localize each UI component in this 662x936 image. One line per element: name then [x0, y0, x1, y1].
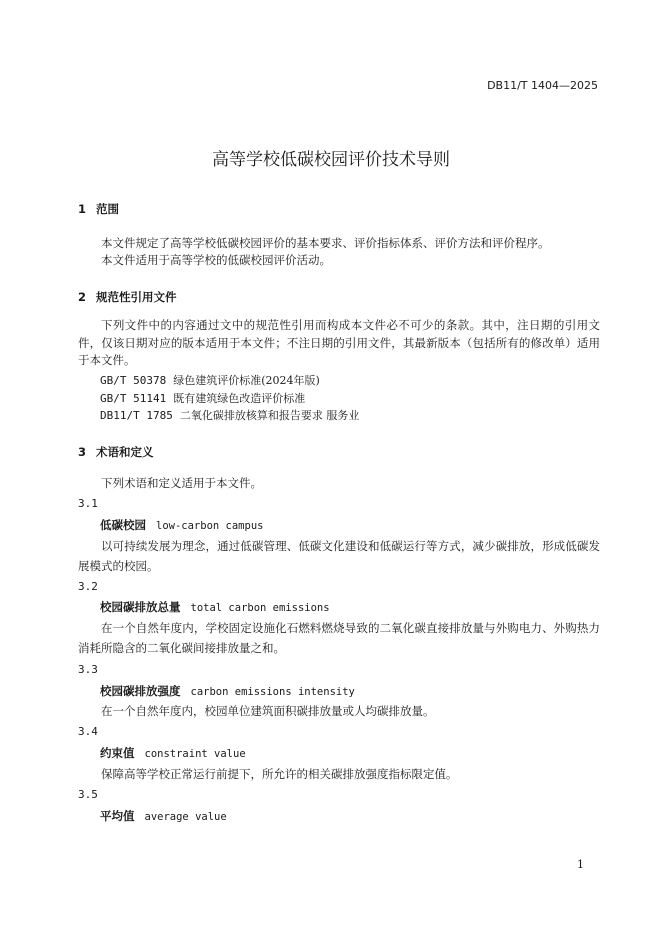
section-number: 3 — [78, 445, 87, 459]
term-chinese: 约束值 — [100, 746, 135, 760]
section-title: 规范性引用文件 — [96, 290, 177, 304]
section-3-heading — [78, 444, 154, 460]
term-chinese: 校园碳排放强度 — [100, 684, 181, 698]
term-definition: 以可持续发展为理念，通过低碳管理、低碳文化建设和低碳运行等方式，减少碳排放，形成低碳发展模式的校园。 — [78, 539, 600, 573]
reference-name: 二氧化碳排放核算和报告要求 服务业 — [179, 409, 360, 422]
term-english: low-carbon campus — [156, 520, 264, 532]
section-title: 范围 — [96, 202, 119, 216]
reference-name: 绿色建筑评价标准(2024年版) — [173, 374, 320, 387]
reference-item — [100, 390, 305, 406]
term-heading — [100, 808, 227, 824]
reference-code: GB/T 51141 — [100, 392, 167, 405]
reference-item — [100, 372, 320, 388]
document-title: 高等学校低碳校园评价技术导则 — [212, 150, 450, 170]
section-3-paragraph: 下列术语和定义适用于本文件。 — [101, 476, 262, 490]
term-heading — [100, 683, 355, 699]
section-number: 2 — [78, 290, 87, 304]
section-1-paragraph-1: 本文件规定了高等学校低碳校园评价的基本要求、评价指标体系、评价方法和评价程序。 — [101, 236, 550, 250]
term-number: 3.2 — [78, 580, 98, 593]
section-2-paragraph: 下列文件中的内容通过文中的规范性引用而构成本文件必不可少的条款。其中，注日期的引用文件，仅该日期对应的版本适用于本文件；不注日期的引用文件，其最新版本（包括所有的修改单）适用于本文件。 — [78, 318, 600, 367]
term-definition: 在一个自然年度内，学校固定设施化石燃料燃烧导致的二氧化碳直接排放量与外购电力、外购热力消耗所隐含的二氧化碳间接排放量之和。 — [78, 621, 600, 655]
term-chinese: 低碳校园 — [100, 518, 146, 532]
term-heading — [100, 745, 246, 761]
term-chinese: 校园碳排放总量 — [100, 600, 181, 614]
section-1-paragraph-2: 本文件适用于高等学校的低碳校园评价活动。 — [101, 253, 331, 267]
term-number: 3.4 — [78, 725, 98, 738]
reference-code: DB11/T 1785 — [100, 409, 173, 422]
term-heading — [100, 599, 330, 615]
reference-item — [100, 407, 359, 423]
section-title: 术语和定义 — [96, 445, 154, 459]
section-2-heading — [78, 289, 177, 305]
page-number: 1 — [577, 858, 584, 871]
term-heading — [100, 517, 263, 533]
term-english: total carbon emissions — [190, 602, 330, 614]
term-number: 3.1 — [78, 497, 98, 510]
term-definition: 在一个自然年度内，校园单位建筑面积碳排放量或人均碳排放量。 — [101, 704, 435, 718]
section-1-heading — [78, 201, 119, 217]
term-definition: 保障高等学校正常运行前提下，所允许的相关碳排放强度指标限定值。 — [101, 767, 458, 781]
section-number: 1 — [78, 202, 87, 216]
standard-code: DB11/T 1404—2025 — [487, 79, 598, 92]
term-chinese: 平均值 — [100, 809, 135, 823]
term-english: average value — [144, 811, 227, 823]
term-number: 3.3 — [78, 663, 98, 676]
reference-name: 既有建筑绿色改造评价标准 — [173, 392, 306, 405]
term-english: constraint value — [144, 748, 246, 760]
term-number: 3.5 — [78, 788, 98, 801]
reference-code: GB/T 50378 — [100, 374, 167, 387]
term-english: carbon emissions intensity — [190, 686, 355, 698]
